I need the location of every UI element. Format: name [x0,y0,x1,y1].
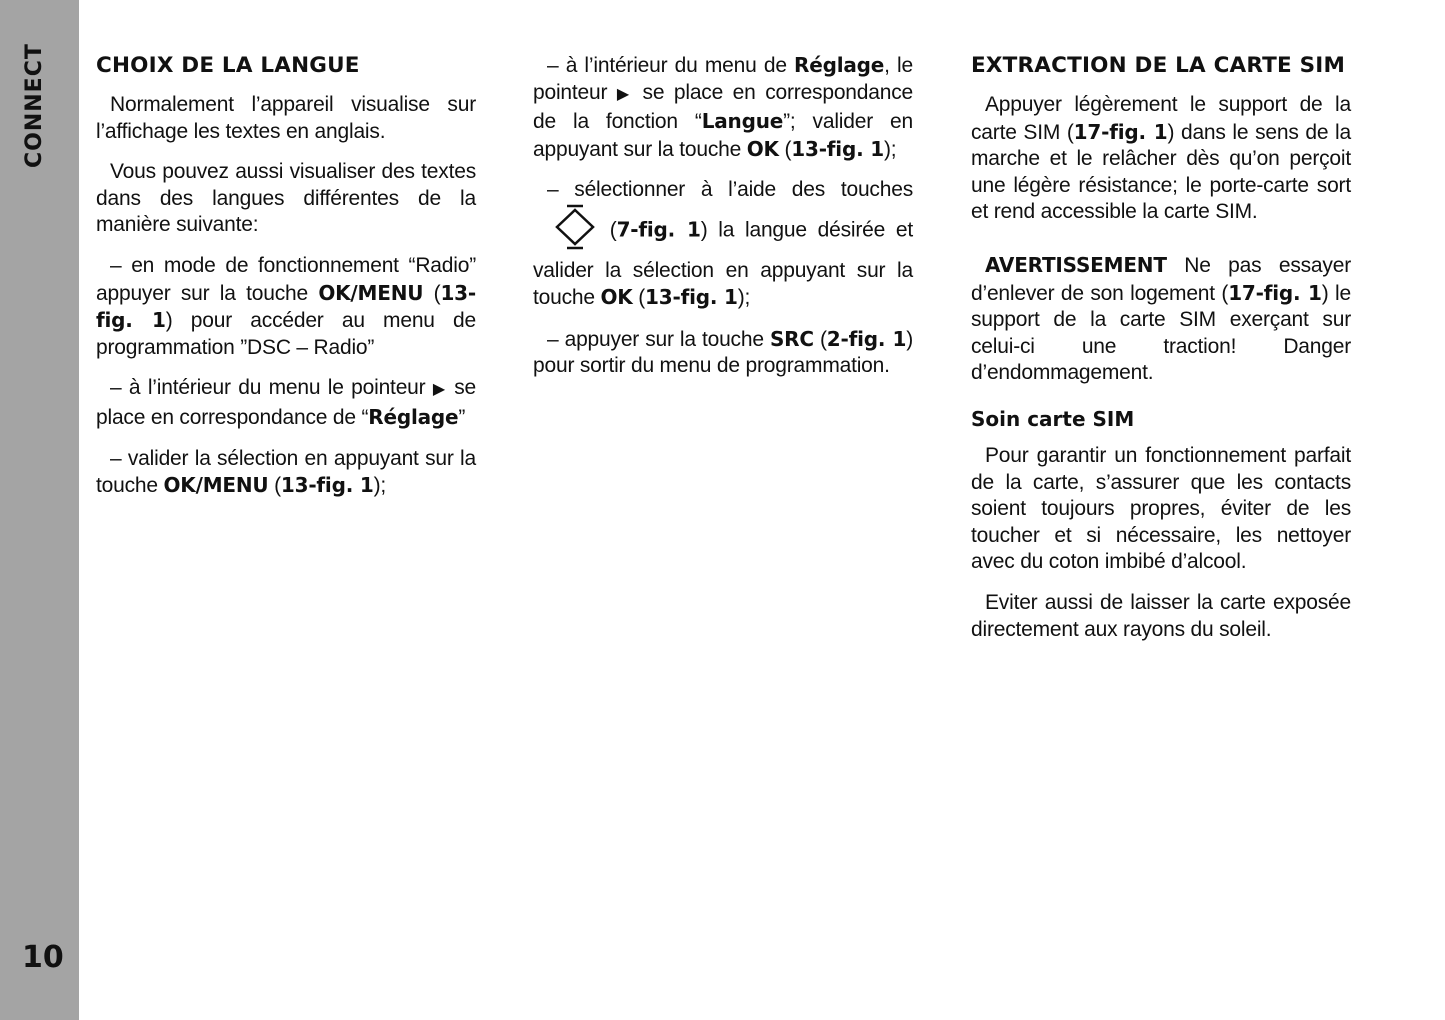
column-middle [533,52,913,394]
heading-sim-extraction: EXTRACTION DE LA CARTE SIM [971,53,1346,78]
column-left [96,52,476,514]
pointer-arrow-icon: ▶ [432,381,447,399]
paragraph-warning: AVERTISSEMENT Ne pas essayer d’enlever de son logement (17-fig. 1) le support de la carte SIM exerçant sur celui-ci une traction! Danger d’endommagement. [971,252,1352,385]
step-pointer-langue: – à l’intérieur du menu de Réglage, le pointeur ▶ se place en correspondance de la fonction “Langue”; valider en appuyant sur la touche OK (13-fig. 1); [533,53,913,161]
section-tab-label: CONNECT [22,43,47,168]
warning-label: AVERTISSEMENT [985,252,1167,277]
sidebar [0,0,79,1020]
paragraph-other-languages: Vous pouvez aussi visualiser des textes dans des langues différentes de la manière suivante: [96,160,476,237]
step-validate-selection: – valider la sélection en appuyant sur la touche OK/MENU (13-fig. 1); [96,446,476,498]
page-number: 10 [22,940,64,975]
paragraph-sun-exposure: Eviter aussi de laisser la carte exposée directement aux rayons du soleil. [971,590,1351,641]
heading-language-choice: CHOIX DE LA LANGUE [96,53,360,78]
step-open-menu: – en mode de fonctionnement “Radio” appuyer sur la touche OK/MENU (13-fig. 1) pour accéder au menu de programmation ”DSC – Radio” [96,253,476,359]
step-exit-menu: – appuyer sur la touche SRC (2-fig. 1) pour sortir du menu de programmation. [533,326,913,378]
column-right [971,52,1351,657]
step-pointer-reglage: – à l’intérieur du menu le pointeur ▶ se place en correspondance de “Réglage” [96,376,477,429]
up-down-navigation-icon [537,204,599,258]
paragraph-default-language: Normalement l’appareil visualise sur l’affichage les textes en anglais. [96,93,476,143]
subheading-sim-care: Soin carte SIM [971,406,1135,431]
step-select-language: – sélectionner à l’aide des touches (7-fig. 1) la langue désirée et valider la sélection en appuyant sur la touche OK (13-fig. 1); [533,178,914,310]
paragraph-sim-extraction: Appuyer légèrement le support de la carte SIM (17-fig. 1) dans le sens de la marche et le relâcher dès qu’on perçoit une légère résistance; le porte-carte sort et rend accessible la carte SIM. [971,93,1352,224]
pointer-arrow-icon: ▶ [616,85,633,103]
paragraph-sim-care: Pour garantir un fonctionnement parfait de la carte, s’assurer que les contacts soient toujours propres, éviter de les toucher et si nécessaire, les nettoyer avec du coton imbibé d’alcool. [971,443,1351,574]
